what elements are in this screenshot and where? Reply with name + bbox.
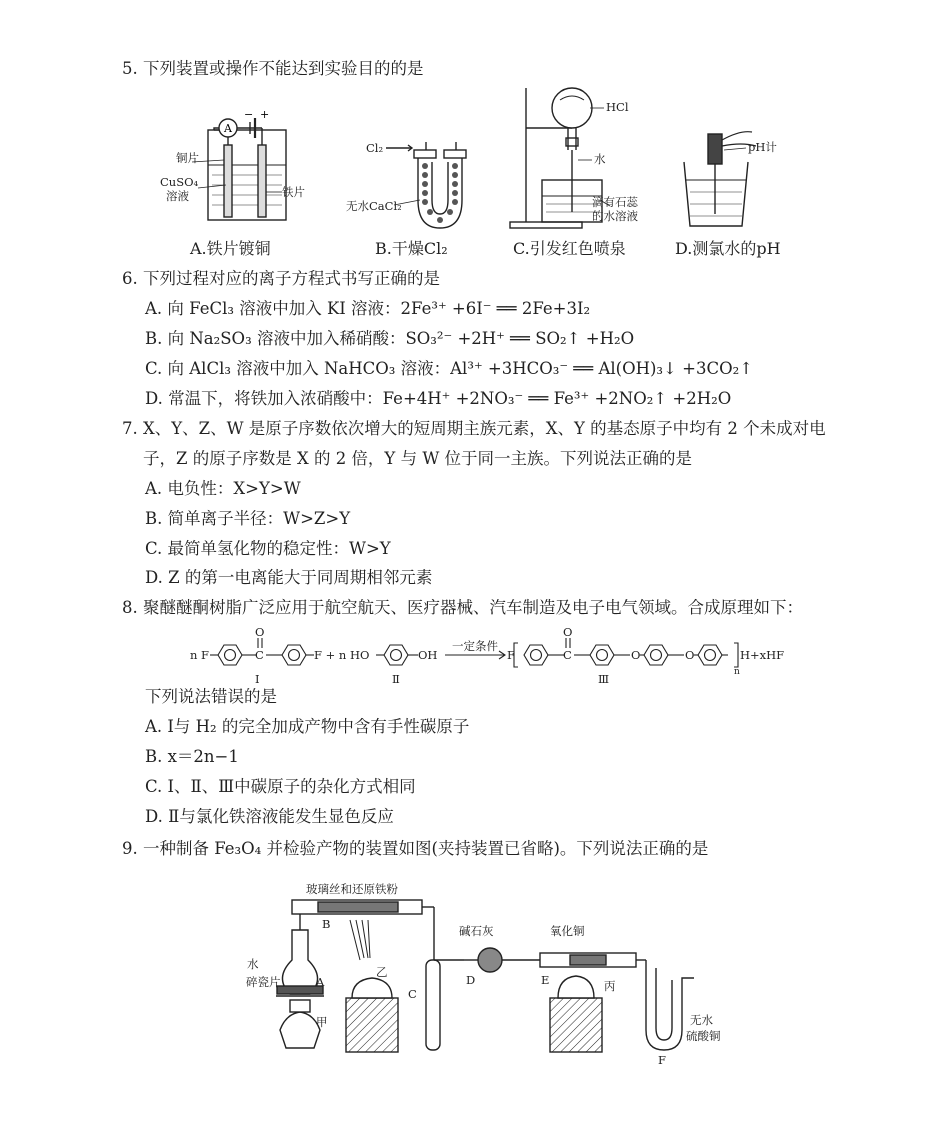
- q7-option-a: A. 电负性：X>Y>W: [145, 479, 301, 498]
- q5-stem: 5. 下列装置或操作不能达到实验目的的是: [122, 59, 424, 78]
- q6-stem: 6. 下列过程对应的离子方程式书写正确的是: [122, 269, 440, 288]
- q8-stem: 8. 聚醚醚酮树脂广泛应用于航空航天、医疗器械、汽车制造及电子电气领域。合成原理如下：: [122, 598, 803, 617]
- minus-label: −: [244, 108, 254, 121]
- q5-caption-a: A.铁片镀铜: [190, 239, 271, 258]
- q7-option-c: C. 最简单氢化物的稳定性：W>Y: [145, 539, 391, 558]
- soda-lime-bulb: [478, 948, 502, 972]
- water-label: 水: [247, 957, 259, 971]
- copper-label: 铜片: [176, 151, 199, 165]
- chips-label: 碎瓷片: [246, 975, 281, 989]
- q8-option-c: C. Ⅰ、Ⅱ、Ⅲ中碳原子的杂化方式相同: [145, 777, 416, 796]
- flame: [350, 920, 370, 960]
- q7-option-b: B. 简单离子半径：W>Z>Y: [145, 509, 351, 528]
- q6-option-d: D. 常温下，将铁加入浓硝酸中：Fe+4H⁺ +2NO₃⁻ ══ Fe³⁺ +2NO₂↑ +2H₂O: [145, 389, 732, 408]
- label-c: C: [408, 987, 417, 1001]
- iron-powder: [318, 902, 398, 912]
- cacl2-label: 无水CaCl₂: [346, 199, 402, 213]
- product-carbonyl-o: O: [563, 625, 573, 639]
- q5-caption-d: D.测氯水的pH: [675, 239, 781, 258]
- stand-block-2: [550, 998, 602, 1052]
- label-a: A: [316, 975, 325, 989]
- flask-a: [282, 930, 317, 994]
- ph-meter-label: pH计: [748, 140, 777, 154]
- q6-option-c: C. 向 AlCl₃ 溶液中加入 NaHCO₃ 溶液：Al³⁺ +3HCO₃⁻ ══ Al(OH)₃↓ +3CO₂↑: [145, 359, 754, 378]
- soda-lime-label: 碱石灰: [459, 924, 494, 938]
- cuo-label: 氧化铜: [550, 924, 585, 938]
- label-d: D: [466, 973, 476, 987]
- reaction-condition: 一定条件: [452, 639, 498, 653]
- u-tube-f: [656, 968, 672, 1040]
- label-b: B: [322, 917, 331, 931]
- product-f: F: [507, 648, 515, 662]
- carbonyl-o: O: [255, 625, 265, 639]
- plus-label: +: [260, 108, 270, 121]
- q6-option-a: A. 向 FeCl₃ 溶液中加入 KI 溶液：2Fe³⁺ +6I⁻ ══ 2Fe+3I₂: [145, 299, 591, 318]
- compound-label-3: Ⅲ: [598, 672, 610, 686]
- label-bing: 丙: [604, 979, 616, 993]
- q7-stem-line1: 7. X、Y、Z、W 是原子序数依次增大的短周期主族元素，X、Y 的基态原子中均有 2 个未成对电: [122, 419, 826, 438]
- burner-jia: [280, 1012, 320, 1048]
- water-label: 水: [594, 152, 606, 166]
- product-carbonyl-c: C: [563, 648, 572, 662]
- label-e: E: [541, 973, 550, 987]
- label-f: F: [658, 1053, 666, 1067]
- ether-o-2: O: [685, 648, 695, 662]
- q5-caption-b: B.干燥Cl₂: [375, 239, 448, 258]
- oh-group: OH: [418, 648, 438, 662]
- litmus-label: 滴有石蕊: [592, 195, 638, 209]
- hcl-label: HCl: [606, 100, 629, 114]
- ether-o-1: O: [631, 648, 641, 662]
- anhydrous-label-2: 硫酸铜: [686, 1029, 721, 1043]
- product-tail: H+xHF: [740, 648, 785, 662]
- litmus-label-2: 的水溶液: [592, 209, 638, 223]
- cl2-label: Cl₂: [366, 141, 384, 155]
- reactant-nf: n F: [190, 648, 210, 662]
- compound-label-1: Ⅰ: [255, 672, 260, 686]
- q5-caption-c: C.引发红色喷泉: [513, 239, 626, 258]
- q8-prompt: 下列说法错误的是: [145, 687, 277, 706]
- burner-bing: [558, 976, 594, 998]
- glass-wool-label: 玻璃丝和还原铁粉: [306, 882, 398, 896]
- q8-option-b: B. x＝2n−1: [145, 747, 239, 766]
- q8-option-a: A. Ⅰ与 H₂ 的完全加成产物中含有手性碳原子: [145, 717, 470, 736]
- q6-option-b: B. 向 Na₂SO₃ 溶液中加入稀硝酸：SO₃²⁻ +2H⁺ ══ SO₂↑ +H₂O: [145, 329, 635, 348]
- cuso4-label-2: 溶液: [166, 189, 189, 203]
- q7-option-d: D. Z 的第一电离能大于同周期相邻元素: [145, 568, 433, 587]
- plus-n-ho: F + n HO: [314, 648, 370, 662]
- compound-label-2: Ⅱ: [392, 672, 400, 686]
- q7-stem-line2: 子，Z 的原子序数是 X 的 2 倍，Y 与 W 位于同一主族。下列说法正确的是: [143, 449, 693, 468]
- test-tube-c: [426, 960, 440, 1050]
- label-jia: 甲: [316, 1015, 328, 1029]
- iron-label: 铁片: [282, 185, 305, 199]
- q9-stem: 9. 一种制备 Fe₃O₄ 并检验产物的装置如图(夹持装置已省略)。下列说法正确的是: [122, 839, 709, 858]
- label-yi: 乙: [376, 965, 388, 979]
- degree-n: n: [734, 667, 740, 677]
- burner-yi: [352, 978, 392, 998]
- q8-option-d: D. Ⅱ与氯化铁溶液能发生显色反应: [145, 807, 394, 826]
- anhydrous-label-1: 无水: [690, 1013, 713, 1027]
- ammeter-label: A: [224, 122, 232, 135]
- stand-block-1: [346, 998, 398, 1052]
- cuso4-label: CuSO₄: [160, 175, 199, 189]
- carbonyl-c: C: [255, 648, 264, 662]
